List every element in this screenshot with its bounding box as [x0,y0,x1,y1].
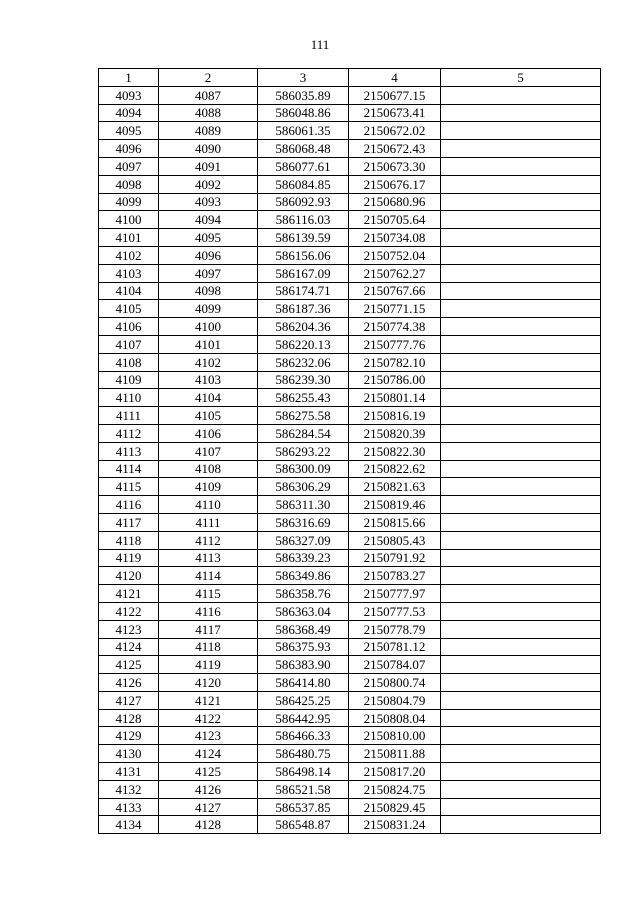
table-cell-col-2: 4095 [159,229,258,247]
table-cell-col-3: 586174.71 [258,282,349,300]
table-row [99,211,601,229]
table-cell-col-4: 2150771.15 [349,300,441,318]
table-cell-col-3: 586300.09 [258,460,349,478]
table-cell-col-3: 586327.09 [258,531,349,549]
table-cell-col-1: 4108 [99,353,159,371]
table-cell-col-3: 586414.80 [258,674,349,692]
table-cell-col-4: 2150782.10 [349,353,441,371]
table-row [99,531,601,549]
table-cell-col-1: 4102 [99,246,159,264]
table-cell-col-4: 2150831.24 [349,816,441,834]
table-cell-col-2: 4123 [159,727,258,745]
table-cell-col-3: 586383.90 [258,656,349,674]
table-cell-col-5 [441,104,601,122]
table-cell-col-5 [441,567,601,585]
table-row [99,175,601,193]
table-row [99,763,601,781]
table-row [99,104,601,122]
table-row [99,282,601,300]
table-cell-col-4: 2150781.12 [349,638,441,656]
table-cell-col-4: 2150783.27 [349,567,441,585]
table-cell-col-4: 2150804.79 [349,691,441,709]
table-cell-col-5 [441,745,601,763]
table-cell-col-2: 4121 [159,691,258,709]
table-cell-col-4: 2150673.30 [349,157,441,175]
table-cell-col-2: 4099 [159,300,258,318]
table-cell-col-5 [441,211,601,229]
table-cell-col-4: 2150829.45 [349,798,441,816]
table-cell-col-2: 4096 [159,246,258,264]
table-cell-col-5 [441,496,601,514]
table-cell-col-3: 586358.76 [258,585,349,603]
table-cell-col-4: 2150815.66 [349,513,441,531]
table-cell-col-3: 586537.85 [258,798,349,816]
table-cell-col-1: 4134 [99,816,159,834]
table-cell-col-4: 2150705.64 [349,211,441,229]
table-cell-col-4: 2150672.02 [349,122,441,140]
table-cell-col-5 [441,140,601,158]
table-cell-col-2: 4113 [159,549,258,567]
table-cell-col-1: 4095 [99,122,159,140]
table-cell-col-3: 586316.69 [258,513,349,531]
table-row [99,691,601,709]
table-cell-col-2: 4101 [159,335,258,353]
table-cell-col-3: 586232.06 [258,353,349,371]
table-header-row [99,69,601,87]
table-row [99,656,601,674]
table-cell-col-2: 4098 [159,282,258,300]
table-cell-col-2: 4104 [159,389,258,407]
table-row [99,335,601,353]
table-cell-col-2: 4090 [159,140,258,158]
table-row [99,157,601,175]
table-cell-col-1: 4131 [99,763,159,781]
table-cell-col-1: 4112 [99,424,159,442]
table-row [99,86,601,104]
table-row [99,745,601,763]
table-cell-col-2: 4094 [159,211,258,229]
table-cell-col-5 [441,513,601,531]
table-cell-col-5 [441,282,601,300]
table-cell-col-2: 4108 [159,460,258,478]
table-cell-col-5 [441,727,601,745]
table-cell-col-1: 4096 [99,140,159,158]
table-cell-col-3: 586349.86 [258,567,349,585]
table-cell-col-4: 2150824.75 [349,780,441,798]
table-row [99,264,601,282]
table-cell-col-2: 4127 [159,798,258,816]
table-cell-col-2: 4091 [159,157,258,175]
table-cell-col-2: 4102 [159,353,258,371]
table-row [99,122,601,140]
table-row [99,140,601,158]
table-cell-col-5 [441,122,601,140]
table-cell-col-2: 4107 [159,442,258,460]
table-cell-col-4: 2150816.19 [349,407,441,425]
table-cell-col-1: 4093 [99,86,159,104]
table-cell-col-1: 4124 [99,638,159,656]
table-cell-col-5 [441,531,601,549]
table-cell-col-2: 4116 [159,602,258,620]
table-cell-col-3: 586521.58 [258,780,349,798]
column-header-4: 4 [349,69,441,87]
table-cell-col-4: 2150677.15 [349,86,441,104]
table-cell-col-5 [441,424,601,442]
table-row [99,389,601,407]
table-row [99,602,601,620]
table-cell-col-1: 4127 [99,691,159,709]
table-cell-col-5 [441,175,601,193]
table-row [99,229,601,247]
table-row [99,478,601,496]
table-row [99,353,601,371]
table-cell-col-4: 2150820.39 [349,424,441,442]
table-cell-col-1: 4118 [99,531,159,549]
table-row [99,371,601,389]
table-cell-col-1: 4120 [99,567,159,585]
table-cell-col-1: 4133 [99,798,159,816]
table-cell-col-1: 4103 [99,264,159,282]
table-cell-col-5 [441,371,601,389]
table-row [99,638,601,656]
table-row [99,620,601,638]
table-cell-col-3: 586068.48 [258,140,349,158]
table-cell-col-2: 4128 [159,816,258,834]
table-cell-col-1: 4115 [99,478,159,496]
table-cell-col-4: 2150767.66 [349,282,441,300]
table-cell-col-4: 2150752.04 [349,246,441,264]
table-cell-col-5 [441,620,601,638]
table-cell-col-5 [441,709,601,727]
table-row [99,460,601,478]
table-cell-col-4: 2150821.63 [349,478,441,496]
table-cell-col-3: 586048.86 [258,104,349,122]
table-cell-col-1: 4098 [99,175,159,193]
table-cell-col-2: 4117 [159,620,258,638]
table-cell-col-1: 4126 [99,674,159,692]
table-cell-col-4: 2150777.97 [349,585,441,603]
table-cell-col-2: 4109 [159,478,258,496]
table-cell-col-5 [441,460,601,478]
table-cell-col-2: 4105 [159,407,258,425]
table-cell-col-2: 4126 [159,780,258,798]
table-cell-col-5 [441,318,601,336]
table-cell-col-2: 4097 [159,264,258,282]
table-cell-col-1: 4128 [99,709,159,727]
table-cell-col-4: 2150777.76 [349,335,441,353]
table-cell-col-3: 586204.36 [258,318,349,336]
table-cell-col-5 [441,193,601,211]
table-cell-col-4: 2150784.07 [349,656,441,674]
table-row [99,798,601,816]
table-cell-col-4: 2150786.00 [349,371,441,389]
table-cell-col-5 [441,674,601,692]
table-cell-col-5 [441,389,601,407]
table-cell-col-2: 4120 [159,674,258,692]
table-cell-col-3: 586220.13 [258,335,349,353]
table-cell-col-5 [441,638,601,656]
table-cell-col-2: 4112 [159,531,258,549]
table-cell-col-3: 586311.30 [258,496,349,514]
table-cell-col-2: 4122 [159,709,258,727]
table-row [99,496,601,514]
table-cell-col-5 [441,442,601,460]
table-cell-col-4: 2150800.74 [349,674,441,692]
table-cell-col-1: 4094 [99,104,159,122]
table-cell-col-3: 586167.09 [258,264,349,282]
table-cell-col-3: 586239.30 [258,371,349,389]
table-cell-col-4: 2150673.41 [349,104,441,122]
table-cell-col-1: 4119 [99,549,159,567]
table-cell-col-1: 4116 [99,496,159,514]
table-cell-col-5 [441,602,601,620]
table-cell-col-4: 2150811.88 [349,745,441,763]
table-cell-col-4: 2150791.92 [349,549,441,567]
table-body [99,86,601,833]
table-cell-col-4: 2150810.00 [349,727,441,745]
table-cell-col-1: 4100 [99,211,159,229]
table-cell-col-5 [441,246,601,264]
table-cell-col-1: 4106 [99,318,159,336]
table-cell-col-4: 2150801.14 [349,389,441,407]
table-cell-col-3: 586061.35 [258,122,349,140]
table-cell-col-5 [441,585,601,603]
table-row [99,674,601,692]
table-cell-col-1: 4117 [99,513,159,531]
table-cell-col-5 [441,798,601,816]
table-cell-col-5 [441,549,601,567]
table-cell-col-1: 4121 [99,585,159,603]
table-row [99,816,601,834]
table-cell-col-5 [441,407,601,425]
column-header-2: 2 [159,69,258,87]
table-cell-col-5 [441,353,601,371]
table-row [99,193,601,211]
table-cell-col-3: 586035.89 [258,86,349,104]
table-cell-col-1: 4109 [99,371,159,389]
table-cell-col-1: 4110 [99,389,159,407]
table-cell-col-3: 586139.59 [258,229,349,247]
table-cell-col-3: 586548.87 [258,816,349,834]
table-cell-col-2: 4125 [159,763,258,781]
table-row [99,727,601,745]
table-row [99,442,601,460]
table-row [99,513,601,531]
table-cell-col-4: 2150774.38 [349,318,441,336]
table-cell-col-3: 586480.75 [258,745,349,763]
table-row [99,318,601,336]
table-cell-col-1: 4132 [99,780,159,798]
table-cell-col-2: 4103 [159,371,258,389]
table-cell-col-1: 4099 [99,193,159,211]
table-cell-col-5 [441,478,601,496]
table-cell-col-5 [441,300,601,318]
table-cell-col-3: 586368.49 [258,620,349,638]
table-cell-col-3: 586255.43 [258,389,349,407]
table-cell-col-5 [441,816,601,834]
coordinates-table [98,68,601,834]
table-cell-col-4: 2150817.20 [349,763,441,781]
table-row [99,780,601,798]
table-cell-col-3: 586092.93 [258,193,349,211]
table-row [99,246,601,264]
table-cell-col-3: 586363.04 [258,602,349,620]
column-header-3: 3 [258,69,349,87]
table-cell-col-4: 2150676.17 [349,175,441,193]
table-cell-col-3: 586442.95 [258,709,349,727]
table-cell-col-2: 4115 [159,585,258,603]
table-cell-col-1: 4101 [99,229,159,247]
table-cell-col-1: 4130 [99,745,159,763]
table-cell-col-1: 4123 [99,620,159,638]
column-header-1: 1 [99,69,159,87]
table-row [99,424,601,442]
table-cell-col-2: 4118 [159,638,258,656]
table-cell-col-5 [441,335,601,353]
table-cell-col-4: 2150777.53 [349,602,441,620]
table-cell-col-5 [441,780,601,798]
table-row [99,549,601,567]
table-cell-col-4: 2150762.27 [349,264,441,282]
table-cell-col-1: 4105 [99,300,159,318]
column-header-5: 5 [441,69,601,87]
table-cell-col-4: 2150734.08 [349,229,441,247]
table-cell-col-4: 2150672.43 [349,140,441,158]
table-cell-col-1: 4104 [99,282,159,300]
table-cell-col-2: 4119 [159,656,258,674]
table-cell-col-4: 2150808.04 [349,709,441,727]
table-cell-col-2: 4111 [159,513,258,531]
table-row [99,407,601,425]
table-row [99,300,601,318]
table-cell-col-4: 2150822.62 [349,460,441,478]
table-cell-col-4: 2150805.43 [349,531,441,549]
table-row [99,567,601,585]
table-cell-col-2: 4110 [159,496,258,514]
table-cell-col-3: 586077.61 [258,157,349,175]
table-cell-col-5 [441,763,601,781]
table-cell-col-5 [441,229,601,247]
table-cell-col-2: 4089 [159,122,258,140]
table-cell-col-1: 4125 [99,656,159,674]
table-cell-col-1: 4129 [99,727,159,745]
table-row [99,585,601,603]
table-cell-col-4: 2150819.46 [349,496,441,514]
table-cell-col-3: 586466.33 [258,727,349,745]
table-cell-col-3: 586084.85 [258,175,349,193]
page-number: 111 [310,37,330,52]
table-cell-col-2: 4093 [159,193,258,211]
table-row [99,709,601,727]
table-cell-col-3: 586425.25 [258,691,349,709]
table-cell-col-4: 2150680.96 [349,193,441,211]
table-cell-col-3: 586116.03 [258,211,349,229]
table-cell-col-3: 586306.29 [258,478,349,496]
table-cell-col-2: 4088 [159,104,258,122]
table-cell-col-1: 4111 [99,407,159,425]
table-cell-col-1: 4113 [99,442,159,460]
table-cell-col-5 [441,264,601,282]
table-cell-col-2: 4087 [159,86,258,104]
table-cell-col-3: 586284.54 [258,424,349,442]
table-cell-col-5 [441,86,601,104]
table-cell-col-3: 586498.14 [258,763,349,781]
table-cell-col-1: 4122 [99,602,159,620]
table-cell-col-4: 2150822.30 [349,442,441,460]
table-cell-col-4: 2150778.79 [349,620,441,638]
table-cell-col-3: 586187.36 [258,300,349,318]
table-cell-col-1: 4114 [99,460,159,478]
table-cell-col-2: 4124 [159,745,258,763]
table-cell-col-3: 586156.06 [258,246,349,264]
table-cell-col-5 [441,656,601,674]
table-cell-col-3: 586339.23 [258,549,349,567]
table-cell-col-3: 586275.58 [258,407,349,425]
table-cell-col-2: 4092 [159,175,258,193]
table-cell-col-5 [441,157,601,175]
table-cell-col-5 [441,691,601,709]
table-cell-col-2: 4100 [159,318,258,336]
table-cell-col-3: 586375.93 [258,638,349,656]
table-cell-col-1: 4107 [99,335,159,353]
table-cell-col-2: 4106 [159,424,258,442]
table-cell-col-3: 586293.22 [258,442,349,460]
table-cell-col-2: 4114 [159,567,258,585]
table-cell-col-1: 4097 [99,157,159,175]
